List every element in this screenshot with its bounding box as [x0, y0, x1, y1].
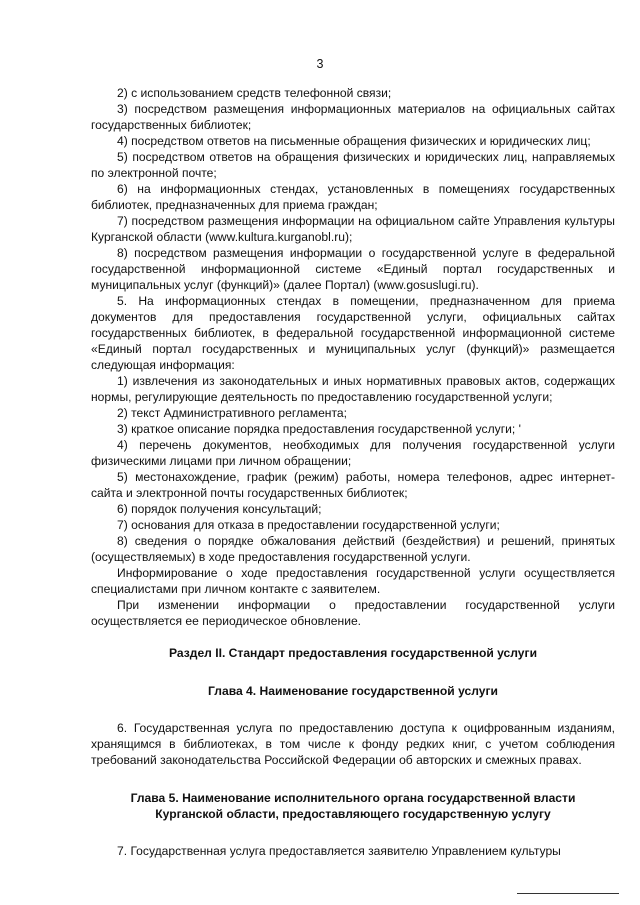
list-item-consultations: 6) порядок получения консультаций;	[117, 502, 322, 516]
list-item-written-requests: 4) посредством ответов на письменные обращения физических и юридических лиц;	[117, 134, 591, 148]
clause-5: 5. На информационных стендах в помещении, предназначенном для приема документов для предоставления государственной услуги, официальных сайтах государственных библиотек, в федеральной государственной информационной системе «Единый портал государственных и муниципальных услуг (функций)» размещается следующая информация:	[91, 294, 615, 372]
chapter-4-heading: Глава 4. Наименование государственной услуги	[208, 684, 498, 698]
list-item-telephone: 2) с использованием средств телефонной связи;	[117, 86, 392, 100]
clause-6: 6. Государственная услуга по предоставлению доступа к оцифрованным изданиям, хранящимся в библиотеках, в том числе к фонду редких книг, с учетом соблюдения требований законодательства Российской Федерации об авторских и смежных правах.	[91, 721, 615, 767]
list-item-location-schedule: 5) местонахождение, график (режим) работы, номера телефонов, адрес интернет-сайта и электронной почты государственных библиотек;	[91, 470, 615, 500]
list-item-document-list: 4) перечень документов, необходимых для получения государственной услуги физическими лицами при личном обращении;	[91, 438, 615, 468]
list-item-info-stands: 6) на информационных стендах, установленных в помещениях государственных библиотек, предназначенных для приема граждан;	[91, 182, 615, 212]
list-item-refusal-grounds: 7) основания для отказа в предоставлении государственной услуги;	[117, 518, 500, 532]
list-item-regulation-text: 2) текст Административного регламента;	[117, 406, 347, 420]
list-item-email-requests: 5) посредством ответов на обращения физических и юридических лиц, направляемых по электронной почте;	[91, 150, 615, 180]
page-number: 3	[316, 57, 324, 71]
clause-7: 7. Государственная услуга предоставляется заявителю Управлением культуры	[117, 844, 561, 858]
list-item-portal: 8) посредством размещения информации о государственной услуге в федеральной государственной информационной системе «Единый портал государственных и муниципальных услуг (функций)» (далее Портал) (www.gosuslugi.ru).	[91, 246, 615, 292]
section-2-heading: Раздел II. Стандарт предоставления государственной услуги	[168, 646, 537, 660]
list-item-legal-extracts: 1) извлечения из законодательных и иных нормативных правовых актов, содержащих нормы, регулирующие деятельность по предоставлению государственной услуги;	[91, 374, 615, 404]
list-item-official-site: 7) посредством размещения информации на официальном сайте Управления культуры Курганской области (www.kultura.kurganobl.ru);	[91, 214, 615, 244]
chapter-5-heading-line2: Курганской области, предоставляющего государственную услугу	[155, 807, 551, 821]
list-item-appeal-procedure: 8) сведения о порядке обжалования действий (бездействия) и решений, принятых (осуществляемых) в ходе предоставления государственной услуги.	[91, 534, 615, 564]
chapter-5-heading-line1: Глава 5. Наименование исполнительного органа государственной власти	[130, 791, 576, 805]
paragraph-progress-info: Информирование о ходе предоставления государственной услуги осуществляется специалистами при личном контакте с заявителем.	[91, 566, 615, 596]
list-item-procedure-summary: 3) краткое описание порядка предоставления государственной услуги; '	[117, 422, 521, 436]
footer-rule	[517, 893, 619, 894]
document-body	[91, 85, 615, 859]
list-item-library-sites: 3) посредством размещения информационных материалов на официальных сайтах государственных библиотек;	[91, 102, 615, 132]
paragraph-info-update: При изменении информации о предоставлении государственной услуги осуществляется ее периодическое обновление.	[91, 598, 615, 628]
